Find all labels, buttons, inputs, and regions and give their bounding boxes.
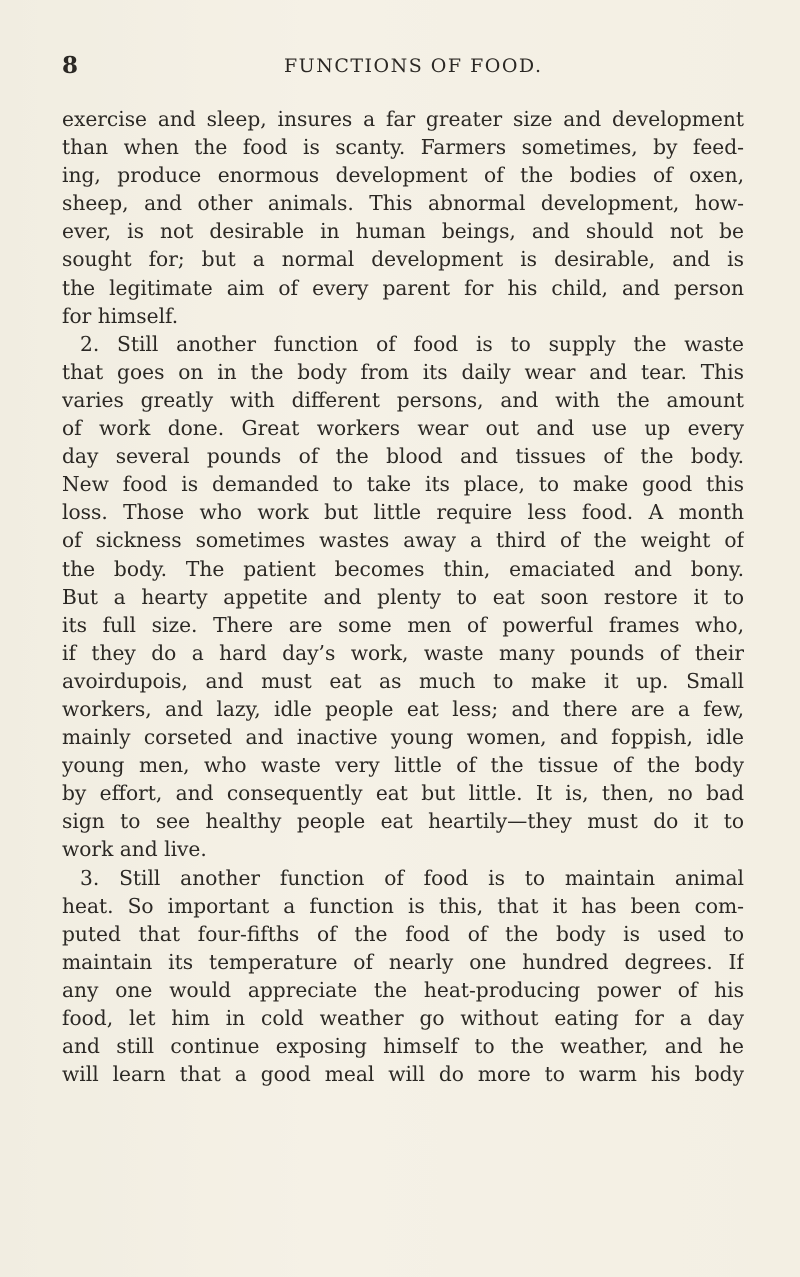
text-line: its full size. There are some men of powerful frames who, <box>62 612 744 637</box>
text-line: the body. The patient becomes thin, emaciated and bony. <box>62 556 744 581</box>
text-line: But a hearty appetite and plenty to eat soon restore it to <box>62 584 744 609</box>
paragraph-start-line: 3. Still another function of food is to maintain animal <box>80 865 744 890</box>
text-line: mainly corseted and inactive young women, and foppish, idle <box>62 725 744 750</box>
text-line: sign to see healthy people eat heartily—they must do it to <box>62 809 744 834</box>
text-line: New food is demanded to take its place, to make good this <box>62 472 744 497</box>
text-line: that goes on in the body from its daily wear and tear. This <box>62 359 744 384</box>
text-line: ever, is not desirable in human beings, and should not be <box>62 219 744 244</box>
text-line: exercise and sleep, insures a far greater size and development <box>62 107 744 131</box>
text-line: sheep, and other animals. This abnormal development, how- <box>62 191 744 216</box>
page-header <box>62 52 730 80</box>
page-number: 8 <box>62 52 79 79</box>
text-line: workers, and lazy, idle people eat less; and there are a few, <box>62 696 744 721</box>
text-line: work and live. <box>62 837 207 862</box>
running-title: FUNCTIONS OF FOOD. <box>284 55 543 77</box>
body-text <box>62 105 744 1088</box>
text-line: if they do a hard day’s work, waste many pounds of their <box>62 640 744 665</box>
text-line: for himself. <box>62 303 179 328</box>
text-line: will learn that a good meal will do more to warm his body <box>62 1062 744 1087</box>
text-line: loss. Those who work but little require less food. A month <box>62 500 744 525</box>
text-line: by effort, and consequently eat but little. It is, then, no bad <box>62 781 744 806</box>
text-line: varies greatly with different persons, and with the amount <box>62 387 744 412</box>
text-line: sought for; but a normal development is desirable, and is <box>62 247 744 272</box>
text-line: food, let him in cold weather go without eating for a day <box>62 1006 744 1030</box>
text-line: of work done. Great workers wear out and use up every <box>62 416 744 441</box>
text-line: any one would appreciate the heat-producing power of his <box>62 977 744 1002</box>
text-line: young men, who waste very little of the tissue of the body <box>62 753 744 778</box>
text-line: the legitimate aim of every parent for his child, and person <box>62 275 744 300</box>
text-line: heat. So important a function is this, that it has been com- <box>62 893 744 918</box>
text-line: maintain its temperature of nearly one hundred degrees. If <box>62 949 744 974</box>
text-line: than when the food is scanty. Farmers sometimes, by feed- <box>62 135 744 160</box>
text-line: day several pounds of the blood and tissues of the body. <box>62 444 744 469</box>
text-line: puted that four-fifths of the food of the body is used to <box>62 921 744 946</box>
text-line: avoirdupois, and must eat as much to make it up. Small <box>62 668 744 693</box>
text-line: and still continue exposing himself to the weather, and he <box>62 1034 744 1059</box>
text-line: ing, produce enormous development of the bodies of oxen, <box>62 163 744 188</box>
text-line: of sickness sometimes wastes away a third of the weight of <box>62 528 744 553</box>
paragraph-start-line: 2. Still another function of food is to supply the waste <box>80 331 744 356</box>
